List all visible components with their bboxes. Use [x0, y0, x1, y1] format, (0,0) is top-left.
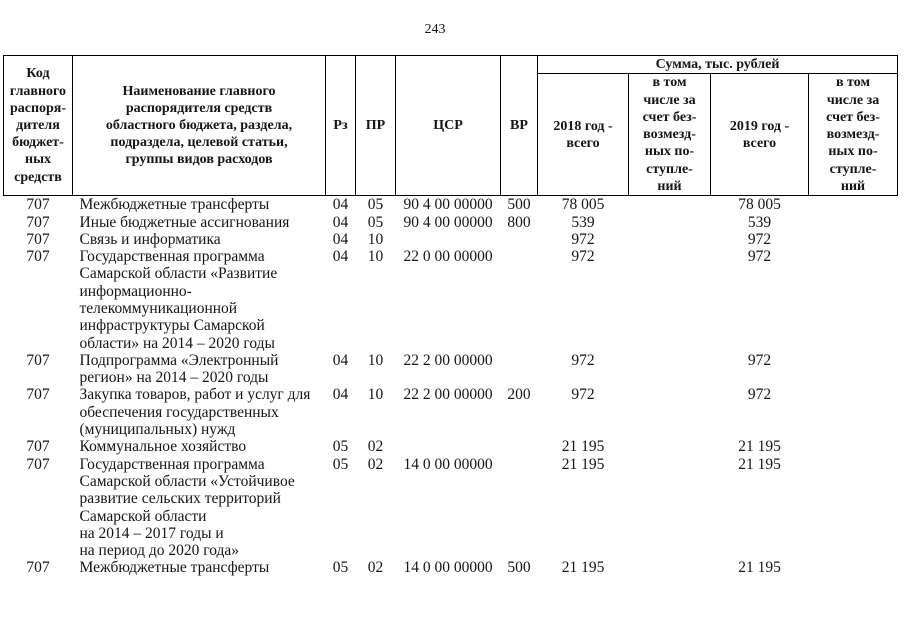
header-total-2019: 2019 год - всего	[711, 74, 809, 196]
table-row	[4, 559, 898, 576]
cell-code: 707	[26, 559, 50, 577]
cell-gratuitous-2019	[809, 386, 898, 438]
cell-code: 707	[26, 213, 50, 231]
cell-gratuitous-2018	[629, 352, 711, 387]
cell-pr: 02	[367, 438, 384, 456]
cell-gratuitous-2018	[629, 214, 711, 231]
header-row-1	[4, 56, 898, 74]
cell-csr	[396, 438, 501, 455]
cell-gratuitous-2019	[809, 438, 898, 455]
cell-gratuitous-2018	[629, 231, 711, 248]
cell-gratuitous-2019	[809, 352, 898, 387]
cell-vr: 800	[507, 213, 531, 231]
cell-gratuitous-2018	[629, 248, 711, 352]
cell-total-2018: 78 005	[561, 196, 605, 214]
cell-code: 707	[26, 196, 50, 214]
cell-total-2018: 972	[571, 230, 595, 248]
header-gratuitous-2018: в том числе за счет без- возмезд- ных по- ступле- ний	[629, 74, 711, 196]
cell-code: 707	[26, 230, 50, 248]
cell-code: 707	[26, 438, 50, 456]
cell-name: Связь и информатика	[79, 230, 221, 248]
cell-csr	[396, 231, 501, 248]
cell-gratuitous-2018	[629, 438, 711, 455]
cell-total-2018: 21 195	[561, 455, 605, 473]
cell-code: 707	[26, 455, 50, 473]
table-row	[4, 352, 898, 387]
cell-gratuitous-2018	[629, 196, 711, 214]
cell-csr: 90 4 00 00000	[403, 213, 493, 231]
cell-gratuitous-2018	[629, 559, 711, 576]
cell-total-2018: 21 195	[561, 438, 605, 456]
cell-gratuitous-2019	[809, 456, 898, 560]
cell-pr: 10	[367, 248, 384, 266]
cell-rz: 04	[332, 230, 349, 248]
table-row	[4, 248, 898, 352]
header-rz: Рз	[326, 56, 356, 196]
header-code: Код главного распоря- дителя бюджет- ных средств	[4, 56, 73, 196]
cell-rz: 05	[332, 455, 349, 473]
cell-code: 707	[26, 248, 50, 266]
cell-rz: 05	[332, 559, 349, 577]
cell-total-2019: 78 005	[738, 196, 781, 214]
cell-total-2018: 21 195	[561, 559, 605, 577]
cell-name: Государственная программа Самарской области «Развитие информационно- телекоммуникационной инфраструктуры Самарской области» на 2014 – 2020 годы	[79, 248, 278, 352]
cell-gratuitous-2019	[809, 214, 898, 231]
cell-pr: 10	[367, 351, 384, 369]
cell-vr	[501, 248, 538, 352]
cell-csr: 90 4 00 00000	[403, 196, 493, 214]
cell-vr	[501, 438, 538, 455]
cell-name: Закупка товаров, работ и услуг для обеспечения государственных (муниципальных) нужд	[79, 386, 311, 439]
table-row	[4, 438, 898, 455]
table-row	[4, 196, 898, 214]
cell-total-2019: 539	[747, 213, 772, 231]
cell-vr: 500	[507, 559, 531, 577]
cell-name: Межбюджетные трансферты	[79, 559, 270, 577]
cell-total-2019: 21 195	[738, 438, 781, 456]
cell-vr	[501, 352, 538, 387]
cell-total-2018: 972	[571, 386, 595, 404]
cell-gratuitous-2019	[809, 196, 898, 214]
cell-rz: 04	[332, 213, 349, 231]
cell-rz: 04	[332, 386, 349, 404]
table-row	[4, 214, 898, 231]
cell-gratuitous-2018	[629, 456, 711, 560]
cell-name: Межбюджетные трансферты	[79, 196, 270, 214]
budget-table	[3, 55, 898, 577]
cell-total-2019: 21 195	[738, 455, 781, 473]
cell-csr: 14 0 00 00000	[403, 455, 493, 473]
cell-pr: 02	[367, 455, 384, 473]
cell-csr: 22 2 00 00000	[403, 386, 493, 404]
table-row	[4, 456, 898, 560]
cell-rz: 04	[332, 248, 349, 266]
header-pr: ПР	[356, 56, 396, 196]
header-csr: ЦСР	[396, 56, 501, 196]
cell-code: 707	[26, 351, 50, 369]
cell-vr: 500	[507, 196, 531, 214]
page-number: 243	[424, 22, 446, 37]
cell-csr: 22 0 00 00000	[403, 248, 493, 266]
cell-gratuitous-2018	[629, 386, 711, 438]
cell-total-2019: 972	[747, 351, 772, 369]
header-total-2018: 2018 год - всего	[538, 74, 629, 196]
cell-rz: 04	[332, 351, 349, 369]
cell-name: Иные бюджетные ассигнования	[79, 213, 290, 231]
header-sum-group: Сумма, тыс. рублей	[538, 56, 898, 74]
cell-name: Коммунальное хозяйство	[79, 438, 247, 456]
cell-csr: 14 0 00 00000	[403, 559, 493, 577]
cell-total-2019: 972	[747, 248, 772, 266]
cell-rz: 04	[332, 196, 349, 214]
cell-gratuitous-2019	[809, 559, 898, 576]
cell-total-2018: 972	[571, 351, 595, 369]
cell-gratuitous-2019	[809, 231, 898, 248]
cell-pr: 05	[367, 213, 384, 231]
cell-total-2019: 972	[747, 386, 772, 404]
cell-pr: 05	[367, 196, 384, 214]
cell-vr	[501, 456, 538, 560]
cell-total-2018: 972	[571, 248, 595, 266]
cell-vr: 200	[507, 386, 531, 404]
header-name: Наименование главного распорядителя средств областного бюджета, раздела, подраздела, целевой статьи, группы видов расходов	[73, 56, 326, 196]
cell-name: Государственная программа Самарской области «Устойчивое развитие сельских территорий Самарской области на 2014 – 2017 годы и на период до 2020 года»	[79, 455, 295, 560]
cell-total-2019: 21 195	[738, 559, 781, 577]
table-body	[4, 196, 898, 577]
cell-pr: 10	[367, 386, 384, 404]
cell-total-2019: 972	[747, 230, 772, 248]
cell-csr: 22 2 00 00000	[403, 351, 493, 369]
table-header	[4, 56, 898, 196]
cell-code: 707	[26, 386, 50, 404]
cell-pr: 10	[367, 230, 384, 248]
cell-pr: 02	[367, 559, 384, 577]
cell-total-2018: 539	[571, 213, 595, 231]
header-vr: ВР	[501, 56, 538, 196]
cell-rz: 05	[332, 438, 349, 456]
table-row	[4, 386, 898, 438]
cell-name: Подпрограмма «Электронный регион» на 2014 – 2020 годы	[79, 351, 279, 387]
table-row	[4, 231, 898, 248]
cell-gratuitous-2019	[809, 248, 898, 352]
header-gratuitous-2019: в том числе за счет без- возмезд- ных по- ступле- ний	[809, 74, 898, 196]
cell-vr	[501, 231, 538, 248]
